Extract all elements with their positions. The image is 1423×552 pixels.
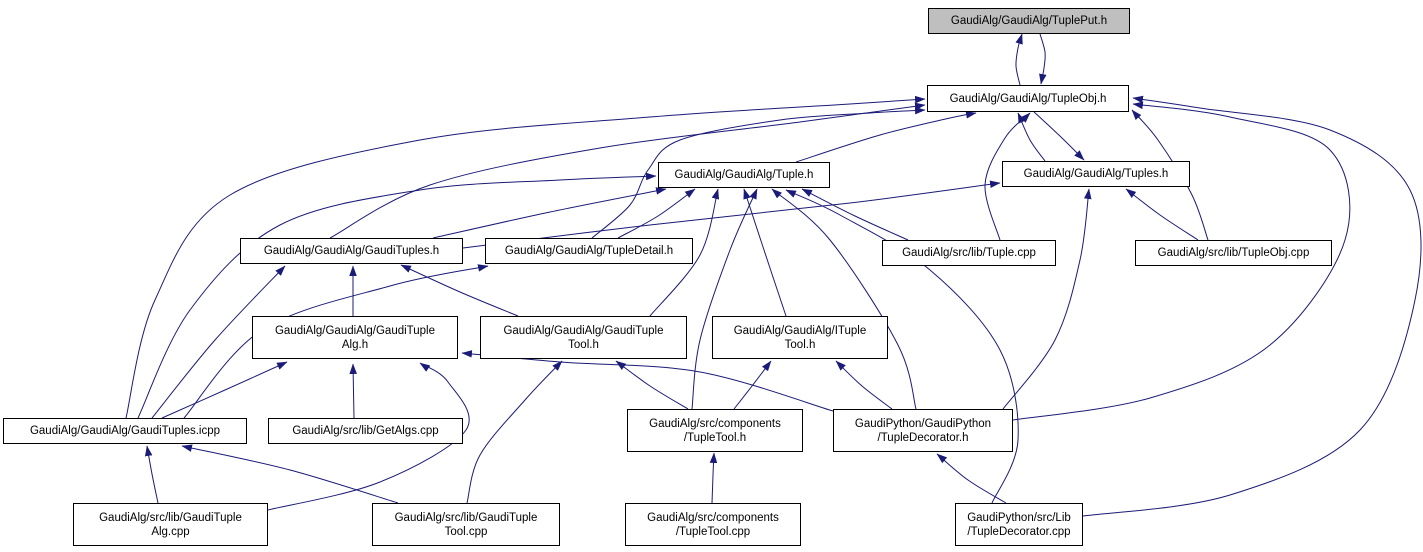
graph-node-tupleput-h[interactable] [928, 8, 1130, 34]
edge-tuple-h-to-tupleobj-h [796, 113, 976, 162]
graph-node-label: GaudiAlg/GaudiAlg/GaudiTuples.icpp [29, 425, 221, 437]
graph-node-label: GaudiAlg/src/components [647, 511, 779, 524]
graph-node-label: GaudiAlg/src/lib/GaudiTuple [394, 511, 538, 524]
graph-node-tupledecorator-h[interactable] [833, 409, 1013, 452]
graph-node-label: Alg.cpp [151, 525, 190, 538]
edge-comp-tupletool-h-to-gauditupletool-h [616, 361, 688, 409]
edge-tuple-cpp-to-tuple-h [802, 189, 908, 240]
graph-node-label: /TupleDecorator.h [877, 431, 969, 444]
edge-itupletool-h-to-tuple-h [744, 189, 786, 316]
edge-tupledecorator-h-to-tuple-h [772, 189, 916, 409]
graph-node-comp-tupletool-cpp[interactable] [625, 503, 801, 546]
edge-comp-tupletool-h-to-itupletool-h [734, 361, 771, 409]
graph-node-gaudituplealg-cpp[interactable] [73, 503, 268, 546]
edge-tupleput-h-to-tupleobj-h [1040, 34, 1045, 84]
graph-node-label: GaudiAlg/GaudiAlg/TuplePut.h [950, 15, 1108, 27]
graph-node-gauditupletool-h[interactable] [480, 316, 687, 359]
graph-node-label: GaudiAlg/src/lib/TupleObj.cpp [1157, 247, 1310, 259]
graph-node-gaudituples-icpp[interactable] [3, 418, 247, 444]
graph-node-label: Tool.h [784, 338, 816, 351]
graph-node-tupledecorator-cpp[interactable] [955, 503, 1083, 546]
graph-node-label: GaudiAlg/src/lib/Tuple.cpp [902, 247, 1036, 259]
graph-node-label: Tool.cpp [444, 525, 488, 538]
graph-node-label: GaudiAlg/GaudiAlg/Tuple.h [674, 169, 814, 181]
graph-node-tuples-h[interactable] [1002, 161, 1190, 187]
graph-node-label: GaudiAlg/src/lib/GaudiTuple [99, 511, 242, 524]
graph-node-itupletool-h[interactable] [712, 316, 888, 359]
edge-tupleobj-cpp-to-tuples-h [1126, 189, 1198, 240]
graph-node-label: GaudiAlg/src/components [649, 417, 781, 430]
edge-gaudituples-icpp-to-tuple-h [138, 176, 656, 418]
graph-node-label: GaudiAlg/GaudiAlg/GaudiTuple [503, 324, 664, 337]
graph-node-label: GaudiAlg/GaudiAlg/GaudiTuple [274, 324, 436, 337]
edge-tupledecorator-h-to-tuples-h [1003, 189, 1089, 409]
graph-node-tuple-cpp[interactable] [882, 240, 1056, 266]
graph-node-gauditupletool-cpp[interactable] [372, 503, 560, 546]
graph-node-gaudituples-h[interactable] [240, 238, 463, 264]
edge-gauditupletool-h-to-gaudituples-h [401, 265, 518, 316]
graph-node-tupleobj-cpp[interactable] [1135, 240, 1332, 266]
edge-getalgs-cpp-to-gaudituplealg-h [353, 364, 354, 418]
graph-node-label: GaudiPython/GaudiPython [854, 417, 992, 430]
graph-node-getalgs-cpp[interactable] [268, 418, 463, 444]
graph-node-label: GaudiPython/src/Lib [967, 511, 1071, 524]
graph-node-label: /TupleTool.h [683, 431, 747, 444]
edge-gauditupletool-cpp-to-gaudituples-icpp [182, 446, 398, 503]
graph-node-label: GaudiAlg/GaudiAlg/TupleDetail.h [504, 245, 674, 257]
graph-node-tupleobj-h[interactable] [927, 85, 1129, 112]
graph-node-label: GaudiAlg/GaudiAlg/TupleObj.h [949, 92, 1107, 105]
graph-node-label: GaudiAlg/GaudiAlg/ITuple [733, 324, 867, 337]
edge-tupledecorator-h-to-gaudituplealg-h [462, 353, 833, 411]
edge-comp-tupletool-cpp-to-comp-tupletool-h [712, 453, 714, 503]
graph-node-label: GaudiAlg/src/lib/GetAlgs.cpp [292, 425, 439, 437]
edge-comp-tupletool-h-to-tuple-h [692, 189, 757, 409]
edge-gaudituples-h-to-tupleobj-h [330, 105, 925, 238]
graph-node-label: Tool.h [568, 338, 599, 351]
graph-node-label: /TupleDecorator.cpp [967, 525, 1071, 538]
graph-node-tuple-h[interactable] [658, 162, 830, 188]
graph-node-comp-tupletool-h[interactable] [627, 409, 803, 452]
graph-node-label: GaudiAlg/GaudiAlg/GaudiTuples.h [263, 245, 440, 257]
edge-tupleobj-h-to-tuples-h [1034, 112, 1084, 160]
graph-node-label: /TupleTool.cpp [675, 525, 751, 538]
graph-node-label: GaudiAlg/GaudiAlg/Tuples.h [1023, 168, 1169, 180]
edge-tupleobj-h-to-tupleput-h [1016, 34, 1022, 85]
graph-node-label: Alg.h [341, 338, 369, 351]
edge-gaudituplealg-cpp-to-gaudituples-icpp [147, 446, 158, 503]
graph-node-tupledetail-h[interactable] [485, 238, 693, 264]
edge-tupledecorator-h-to-itupletool-h [836, 361, 892, 409]
edge-gauditupletool-cpp-to-gauditupletool-h [467, 361, 562, 503]
edge-gaudituples-icpp-to-gaudituplealg-h [162, 362, 287, 418]
graph-node-gaudituplealg-h[interactable] [252, 316, 458, 359]
